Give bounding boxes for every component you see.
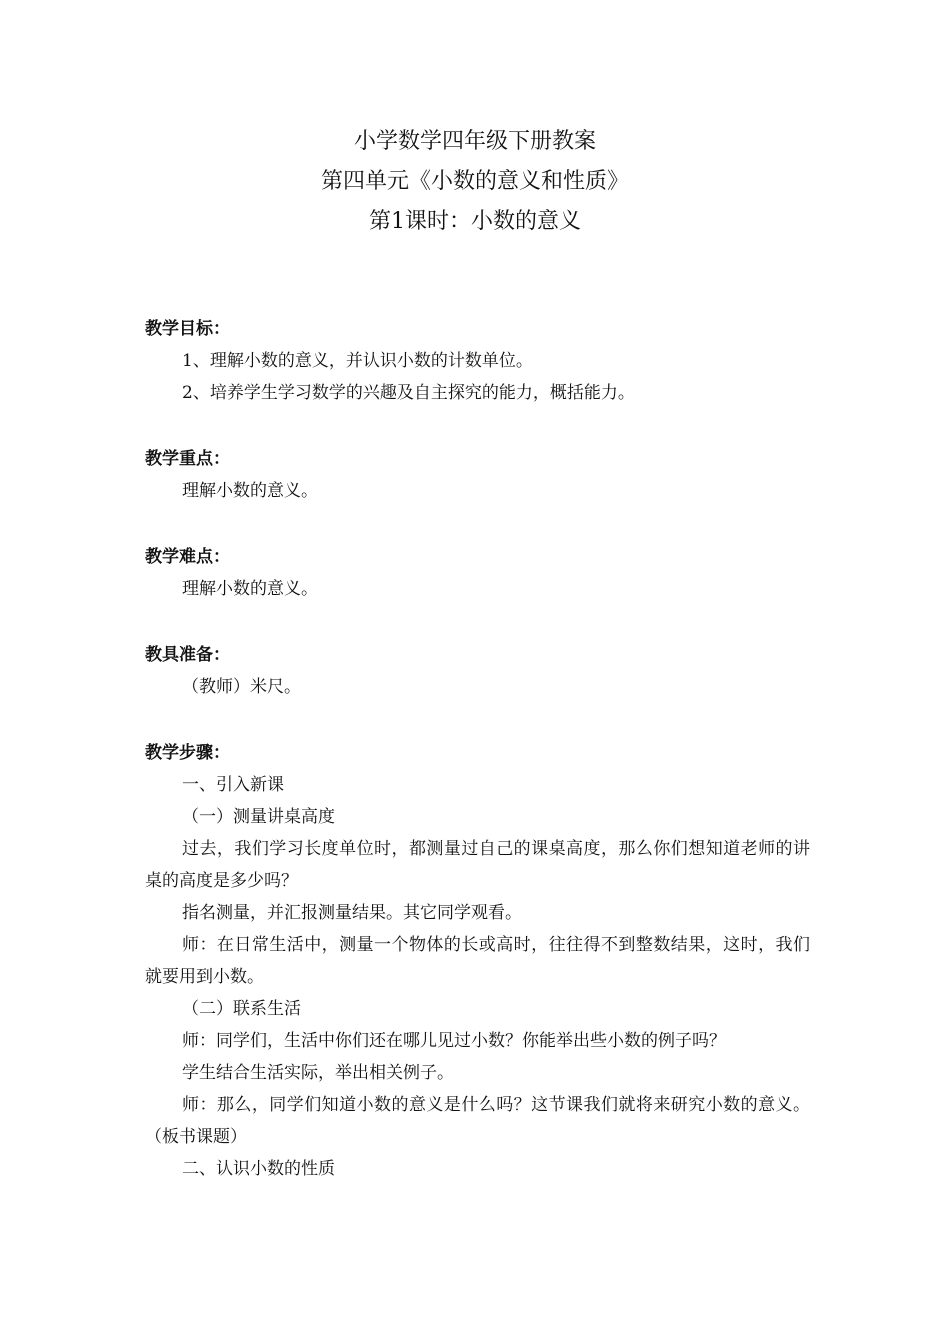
difficulty-text: 理解小数的意义。 — [182, 579, 318, 599]
step-paragraph: 师：同学们，生活中你们还在哪儿见过小数？你能举出些小数的例子吗？ — [182, 1031, 726, 1051]
materials-section — [145, 639, 810, 703]
document-title: 小学数学四年级下册教案 — [353, 129, 596, 154]
steps-heading: 教学步骤： — [145, 743, 230, 763]
step-subsection-title: （一）测量讲桌高度 — [182, 807, 335, 827]
key-point-heading: 教学重点： — [145, 449, 230, 469]
materials-text: （教师）米尺。 — [182, 677, 301, 697]
steps-section — [145, 737, 810, 1185]
objective-item: 2、培养学生学习数学的兴趣及自主探究的能力，概括能力。 — [182, 383, 635, 403]
objectives-section — [145, 313, 810, 409]
step-subsection-title: （二）联系生活 — [182, 999, 301, 1019]
key-point-text: 理解小数的意义。 — [182, 481, 318, 501]
title-block — [0, 122, 950, 242]
step-paragraph: 学生结合生活实际，举出相关例子。 — [182, 1063, 454, 1083]
objectives-heading: 教学目标： — [145, 319, 230, 339]
document-body — [145, 313, 810, 1185]
key-point-section — [145, 443, 810, 507]
difficulty-heading: 教学难点： — [145, 547, 230, 567]
materials-heading: 教具准备： — [145, 645, 230, 665]
step-paragraph: 师：在日常生活中，测量一个物体的长或高时，往往得不到整数结果，这时，我们就要用到小数。 — [145, 935, 810, 987]
step-part-title: 一、引入新课 — [182, 775, 284, 795]
difficulty-section — [145, 541, 810, 605]
objective-item: 1、理解小数的意义，并认识小数的计数单位。 — [182, 351, 533, 371]
step-paragraph: 师：那么，同学们知道小数的意义是什么吗？这节课我们就将来研究小数的意义。（板书课题） — [145, 1095, 810, 1147]
step-paragraph: 指名测量，并汇报测量结果。其它同学观看。 — [182, 903, 522, 923]
unit-title: 第四单元《小数的意义和性质》 — [320, 169, 629, 194]
step-part-title: 二、认识小数的性质 — [182, 1159, 335, 1179]
lesson-title: 第1课时：小数的意义 — [369, 209, 581, 234]
step-paragraph: 过去，我们学习长度单位时，都测量过自己的课桌高度，那么你们想知道老师的讲桌的高度是多少吗？ — [145, 839, 810, 891]
